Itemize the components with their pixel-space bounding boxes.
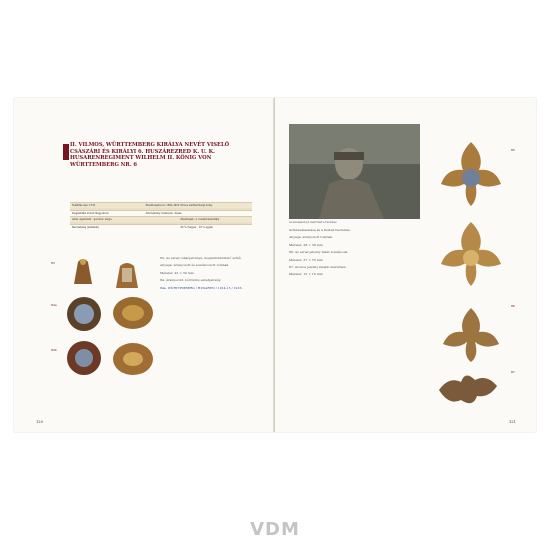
paragraph: Méretei: 37 × 55 mm xyxy=(289,257,323,262)
paragraph: 87. Azonos jelvény kisebb méretben. xyxy=(289,265,347,270)
figure-label: 83 xyxy=(51,261,55,265)
regiment-info-table xyxy=(70,202,252,230)
page-title: II. VILMOS, WÜRTTEMBERG KIRÁLYA NEVÉT VISELŐ CSÁSZÁRI ÉS KIRÁLYI 6. HUSZÁREZRED K. U. K. HUSARENREGIMENT WILHELM II. KÖNIG VON WÜRTTEMBERG NR. 6 xyxy=(70,142,230,169)
right-text-column xyxy=(289,228,419,280)
figure-label: 84a xyxy=(51,303,57,307)
left-page xyxy=(14,98,274,432)
oak-leaf-badge-86b-image xyxy=(439,304,503,364)
figure-label: 86 xyxy=(511,304,515,308)
info-garrison: Állomáshely: Debrecen, Kassa xyxy=(145,212,182,215)
info-founded: Felállítás éve: 1734 xyxy=(72,204,96,207)
paragraph: 84a. WÜRTTEMBERG / HUSAREN / 1914-15 / 1916. xyxy=(160,285,243,290)
figure-label: 87 xyxy=(511,370,515,374)
info-recruit: Kiegészítési körlet: Nagyvárad xyxy=(72,212,109,215)
page-number: 120 xyxy=(36,420,43,424)
shako-badge-image xyxy=(66,256,100,286)
oak-leaf-badge-86-image xyxy=(435,218,507,290)
watermark-logo: VDM xyxy=(250,519,300,540)
regiment-badge-84a-image xyxy=(64,294,104,334)
info-staff: Ezredtulajdonos: 1891-1922 Vilmos württembergi király xyxy=(145,204,213,207)
left-text-column xyxy=(160,256,253,293)
paragraph: Anyaga: aranyozott és zománcozott tombak xyxy=(160,263,229,268)
paragraph: Méretei: 22 × 30 mm xyxy=(160,270,194,275)
info-row xyxy=(70,202,252,208)
paragraph: Méretei: 15 × 16 mm xyxy=(289,272,323,277)
figure-label: 84b xyxy=(51,348,57,352)
info-row xyxy=(70,210,252,216)
oak-leaf-badge-87-image xyxy=(435,366,505,414)
regiment-badge-84c-image xyxy=(110,338,156,380)
shako-side-image xyxy=(110,258,144,290)
photo-caption: Az ezredjelvényt viselő tiszt a harctéren xyxy=(289,221,337,224)
paragraph: Anyaga: aranyozott tombak xyxy=(289,235,333,240)
title-accent-bar xyxy=(63,144,69,160)
regiment-badge-84-image xyxy=(110,292,156,334)
paragraph: 86. Az ezred jelvény fehér zománccal. xyxy=(289,250,349,255)
paragraph: 84. Aranyozott, bőröndös ezredjelvény. xyxy=(160,278,222,283)
book-spread xyxy=(14,98,536,432)
info-footer-b: 90 % magyar · 10 % egyéb xyxy=(180,226,213,229)
info-battalions: Zászlóaljak: 1. huszárhadosztály xyxy=(180,218,220,221)
info-row xyxy=(70,224,252,230)
figure-label: 85 xyxy=(511,148,515,152)
page-number: 121 xyxy=(509,420,516,424)
info-footer-a: Nemzetiség (százalék) xyxy=(72,226,99,229)
oak-leaf-badge-85-image xyxy=(435,138,507,210)
paragraph: Méretei: 28 × 36 mm xyxy=(289,242,323,247)
right-page xyxy=(275,98,536,432)
officer-photo xyxy=(289,124,420,219)
paragraph: Színbeválasztása és a tisztek tisztelete. xyxy=(289,228,351,232)
info-uniform: Atilla: égszínkék · gombok: sárga xyxy=(72,218,112,221)
paragraph: 83. Az ezred csákójelvénye, megkülönböztető színű. xyxy=(160,256,242,260)
regiment-badge-84b-image xyxy=(64,338,104,378)
info-row xyxy=(70,216,252,222)
